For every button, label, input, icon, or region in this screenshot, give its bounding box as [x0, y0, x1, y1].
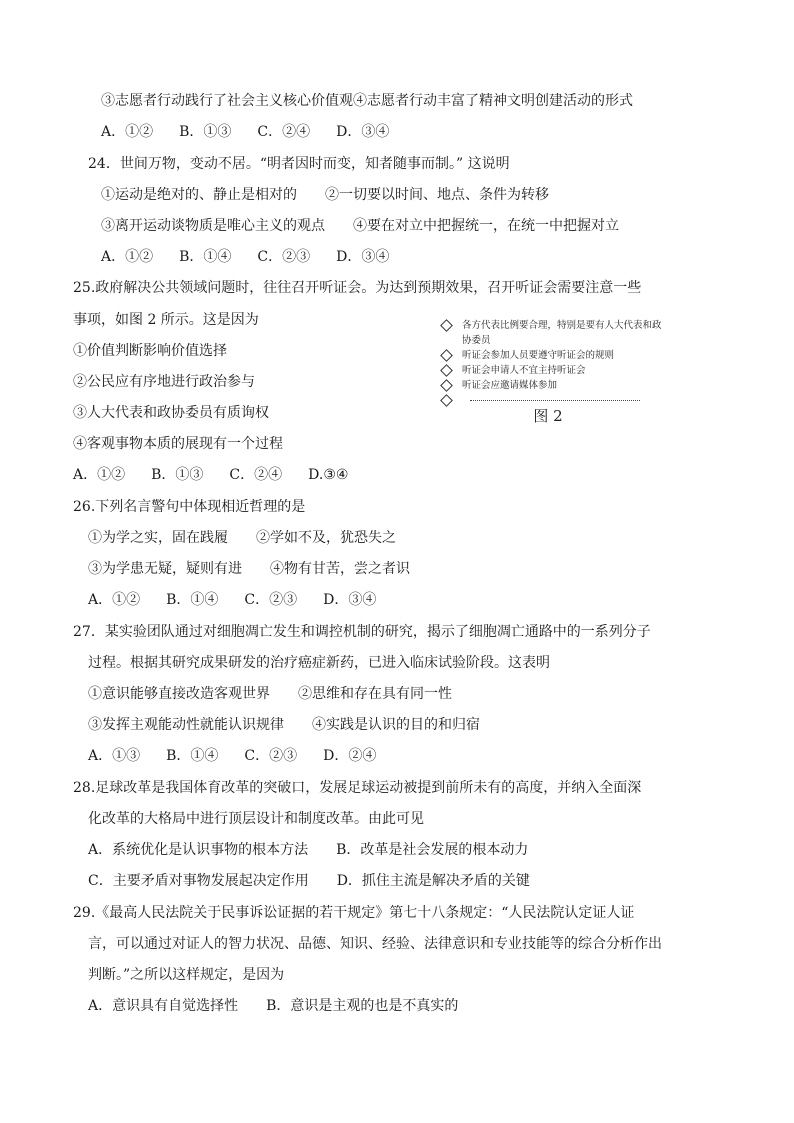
q24-statements-1-2: ①运动是绝对的、静止是相对的 ②一切要以时间、地点、条件为转移 — [101, 187, 549, 203]
q27-option-b[interactable]: B．①④ — [166, 748, 219, 764]
diamond-bullet-icon — [440, 364, 453, 377]
q29-options-a-b[interactable]: A．意识具有自觉选择性 B．意识是主观的也是不真实的 — [88, 998, 459, 1014]
q23-options — [101, 122, 415, 142]
q24-option-b[interactable]: B．①④ — [179, 249, 232, 265]
q28-options-a-b[interactable]: A．系统优化是认识事物的根本方法 B．改革是社会发展的根本动力 — [88, 842, 529, 858]
figure-item — [440, 363, 670, 378]
figure-item-text: 听证会参加人员要遵守听证会的规则 — [462, 350, 615, 361]
q27-option-d[interactable]: D．②④ — [323, 748, 377, 764]
diamond-bullet-icon — [440, 349, 453, 362]
q26-stem: 26.下列名言警句中体现相近哲理的是 — [73, 499, 306, 515]
q24-option-d[interactable]: D．③④ — [336, 249, 390, 265]
q25-option-b[interactable]: B．①③ — [151, 467, 204, 483]
figure-item — [440, 318, 670, 348]
q27-stem-line-1: 27．某实验团队通过对细胞凋亡发生和调控机制的研究，揭示了细胞凋亡通路中的一系列分子 — [73, 624, 651, 640]
q23-statement-3-4: ③志愿者行动践行了社会主义核心价值观④志愿者行动丰富了精神文明创建活动的形式 — [101, 93, 633, 109]
q25-option-a[interactable]: A．①② — [73, 467, 126, 483]
q29-stem-line-2: 言，可以通过对证人的智力状况、品德、知识、经验、法律意识和专业技能等的综合分析作出 — [88, 936, 662, 952]
q26-statements-1-2: ①为学之实，固在践履 ②学如不及，犹恐失之 — [88, 530, 396, 546]
q24-option-a[interactable]: A．①② — [101, 249, 154, 265]
q27-options — [88, 746, 402, 766]
figure-item — [440, 348, 670, 363]
q26-option-a[interactable]: A．①② — [88, 592, 141, 608]
q25-options — [73, 465, 374, 485]
diamond-bullet-icon — [440, 379, 453, 392]
q27-option-c[interactable]: C．②③ — [244, 748, 298, 764]
diamond-bullet-icon — [440, 394, 453, 407]
q27-stem-line-2: 过程。根据其研究成果研发的治疗癌症新药，已进入临床试验阶段。这表明 — [88, 655, 550, 671]
figure-item-text: 各方代表比例要合理，特别是要有人大代表和政协委员 — [462, 320, 662, 346]
q25-statement-1: ①价值判断影响价值选择 — [73, 343, 227, 359]
q26-options — [88, 590, 402, 610]
q28-stem-line-1: 28.足球改革是我国体育改革的突破口，发展足球运动被提到前所未有的高度，并纳入全面深 — [73, 780, 642, 796]
q25-stem-line-1: 25.政府解决公共领域问题时，往往召开听证会。为达到预期效果，召开听证会需要注意一些 — [73, 280, 642, 296]
q24-stem: 24．世间万物，变动不居。“明者因时而变，知者随事而制。” 这说明 — [88, 156, 510, 172]
figure-item-text: 听证会应邀请媒体参加 — [462, 380, 558, 391]
q26-option-d[interactable]: D．③④ — [323, 592, 377, 608]
q23-option-b[interactable]: B．①③ — [179, 124, 232, 140]
q24-options — [101, 247, 415, 267]
q23-option-d[interactable]: D．③④ — [336, 124, 390, 140]
q24-statements-3-4: ③离开运动谈物质是唯心主义的观点 ④要在对立中把握统一，在统一中把握对立 — [101, 218, 619, 234]
q28-options-c-d[interactable]: C．主要矛盾对事物发展起决定作用 D．抓住主流是解决矛盾的关键 — [88, 873, 530, 889]
q23-option-a[interactable]: A．①② — [101, 124, 154, 140]
q26-option-c[interactable]: C．②③ — [244, 592, 298, 608]
diamond-bullet-icon — [440, 319, 453, 332]
q26-statements-3-4: ③为学患无疑，疑则有进 ④物有甘苦，尝之者识 — [88, 561, 410, 577]
q25-option-d[interactable]: D.③④ — [308, 467, 349, 483]
q27-option-a[interactable]: A．①③ — [88, 748, 141, 764]
q26-option-b[interactable]: B．①④ — [166, 592, 219, 608]
q29-stem-line-1: 29.《最高人民法院关于民事诉讼证据的若干规定》第七十八条规定：“人民法院认定证人证 — [73, 905, 635, 921]
q25-option-c[interactable]: C．②④ — [229, 467, 283, 483]
q25-stem-line-2: 事项，如图 2 所示。这是因为 — [73, 312, 259, 328]
q27-statements-1-2: ①意识能够直接改造客观世界 ②思维和存在具有同一性 — [88, 686, 452, 702]
figure-item-text: 听证会申请人不宜主持听证会 — [462, 365, 586, 376]
figure-ellipsis-row — [440, 393, 670, 407]
q23-option-c[interactable]: C．②④ — [257, 124, 311, 140]
figure-caption: 图 2 — [533, 407, 563, 425]
dotted-line — [470, 400, 640, 401]
q24-option-c[interactable]: C．②③ — [257, 249, 311, 265]
figure-item — [440, 378, 670, 393]
q29-stem-line-3: 判断。”之所以这样规定，是因为 — [88, 967, 285, 983]
q28-stem-line-2: 化改革的大格局中进行顶层设计和制度改革。由此可见 — [88, 811, 424, 827]
q27-statements-3-4: ③发挥主观能动性就能认识规律 ④实践是认识的目的和归宿 — [88, 717, 480, 733]
figure-2 — [440, 318, 670, 424]
q25-statement-2: ②公民应有序地进行政治参与 — [73, 374, 255, 390]
q25-statement-3: ③人大代表和政协委员有质询权 — [73, 405, 269, 421]
q25-statement-4: ④客观事物本质的展现有一个过程 — [73, 436, 283, 452]
